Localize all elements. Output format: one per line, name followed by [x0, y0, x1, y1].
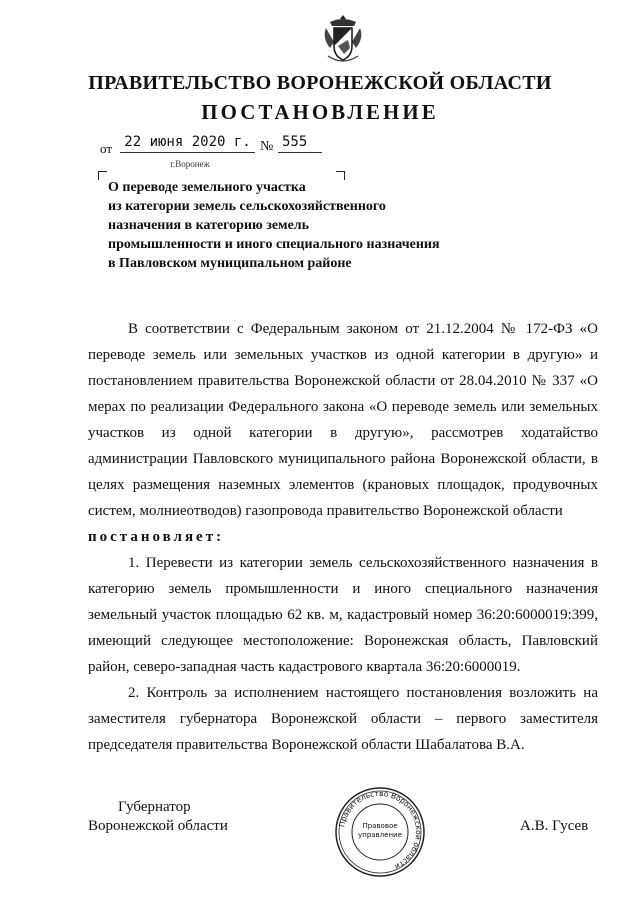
seal-inner-text: Правовое управление	[358, 822, 402, 839]
subject-line: в Павловском муниципальном районе	[108, 256, 352, 271]
subject-line: промышленности и иного специального назначения	[108, 237, 440, 252]
signatory-title-line2: Воронежской области	[88, 818, 228, 834]
subject-bracket-left	[98, 171, 107, 180]
signatory-title	[88, 798, 228, 836]
decree-number: 555	[278, 134, 322, 153]
item-2-paragraph: 2. Контроль за исполнением настоящего постановления возложить на заместителя губернатора Воронежской области – первого заместителя председателя правительства Воронежской области Шабалатова В.А.	[88, 685, 598, 753]
resolves-word: постановляет:	[88, 529, 225, 545]
date-prefix: от	[100, 141, 113, 156]
number-prefix: №	[260, 139, 274, 154]
subject-line: О переводе земельного участка	[108, 180, 306, 195]
decree-date: 22 июня 2020 г.	[120, 134, 255, 153]
subject-line: из категории земель сельскохозяйственного	[108, 199, 386, 214]
signatory-title-line1: Губернатор	[118, 799, 191, 815]
decree-title: ПОСТАНОВЛЕНИЕ	[201, 100, 439, 124]
subject-line: назначения в категорию земель	[108, 218, 310, 233]
city-label: г.Воронеж	[170, 159, 210, 169]
government-name: ПРАВИТЕЛЬСТВО ВОРОНЕЖСКОЙ ОБЛАСТИ	[88, 72, 552, 94]
coat-of-arms-icon	[320, 12, 366, 68]
signatory-name: А.В. Гусев	[520, 818, 589, 834]
seal-outer-text: Правительство Воронежской области	[337, 788, 424, 872]
item-1-paragraph: 1. Перевести из категории земель сельскохозяйственного назначения в категорию земель промышленности и иного специального назначения земельный участок площадью 62 кв. м, кадастровый номер 36:20:6000019:399, имеющий следующее местоположение: Воронежская область, Павловский район, северо-западная часть кадастрового квартала 36:20:6000019.	[88, 555, 598, 675]
preamble-paragraph: В соответствии с Федеральным законом от 21.12.2004 № 172-ФЗ «О переводе земель или земельных участков из одной категории в другую» и постановлением правительства Воронежской области от 28.04.2010 № 337 «О мерах по реализации Федерального закона «О переводе земель или земельных участков из одной категории в другую», рассмотрев ходатайство администрации Павловского муниципального района Воронежской области, в целях размещения наземных элементов (крановых площадок, продувочных систем, молниеотводов) газопровода правительство Воронежской области	[88, 321, 598, 519]
official-seal	[334, 786, 426, 878]
document-body	[88, 316, 598, 758]
subject-block	[108, 178, 440, 273]
